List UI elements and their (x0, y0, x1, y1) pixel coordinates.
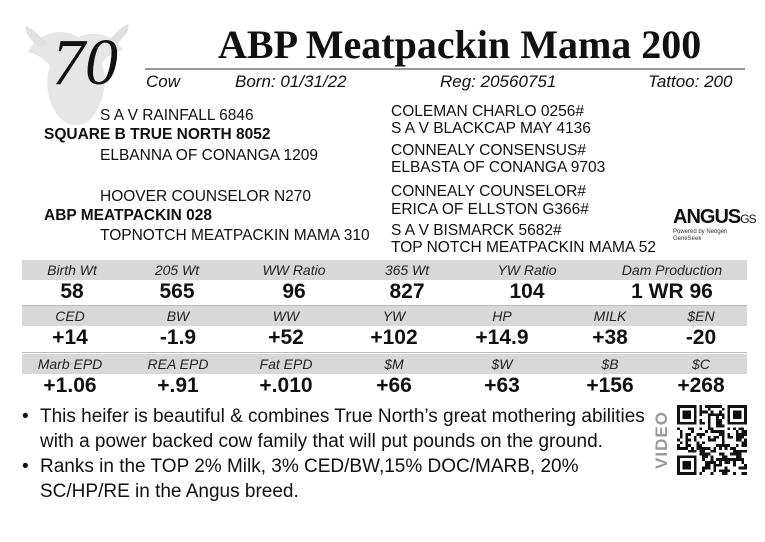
value-birth-wt: 58 (60, 280, 84, 303)
pedigree-sire-dam-sire: CONNEALY CONSENSUS# (391, 142, 586, 159)
value-marb-epd: +1.06 (43, 374, 97, 397)
value-hp: +14.9 (475, 326, 529, 349)
video-label-text: VIDEO (652, 411, 671, 469)
header-marb-epd: Marb EPD (37, 356, 103, 372)
header-milk: MILK (593, 308, 627, 324)
pedigree-dam-dam-dam: TOP NOTCH MEATPACKIN MAMA 52 (391, 239, 656, 256)
pedigree-sire-dam-dam: ELBASTA OF CONANGA 9703 (391, 159, 606, 176)
value-dam-production: 1 WR 96 (631, 280, 713, 303)
header-dam-production: Dam Production (621, 262, 723, 278)
lot-notes (22, 404, 652, 504)
header-ww: WW (272, 308, 300, 324)
header-birth-wt: Birth Wt (47, 262, 97, 278)
angus-gs-logo (673, 206, 756, 242)
pedigree-dam: ABP MEATPACKIN 028 (44, 207, 212, 224)
lot-number: 70 (52, 26, 118, 99)
note-item (22, 454, 652, 504)
video-qr-code-icon[interactable] (677, 405, 747, 475)
logo-tagline: Powered by Neogen GeneSeek (673, 229, 728, 242)
pedigree-sire-sire-sire: COLEMAN CHARLO 0256# (391, 103, 584, 120)
logo-suffix: GS (740, 212, 756, 226)
animal-reg: Reg: 20560751 (440, 72, 557, 91)
performance-table (22, 260, 747, 402)
header-ww-ratio: WW Ratio (262, 262, 326, 278)
pedigree-dam-dam: TOPNOTCH MEATPACKIN MAMA 310 (100, 227, 370, 244)
value-yw-ratio: 104 (509, 280, 545, 303)
pedigree-dam-sire-sire: CONNEALY COUNSELOR# (391, 183, 586, 200)
header-dollar-b: $B (601, 356, 619, 372)
value-dollar-b: +156 (586, 374, 634, 397)
animal-tattoo: Tattoo: 200 (648, 72, 733, 91)
title-rule (145, 68, 745, 70)
bullet-icon: • (22, 406, 29, 427)
logo-brand: ANGUS (673, 206, 741, 228)
note-item (22, 404, 652, 454)
animal-name: ABP Meatpackin Mama 200 (218, 22, 702, 67)
value-ced: +14 (52, 326, 88, 349)
value-ww: +52 (268, 326, 304, 349)
note-text: Ranks in the TOP 2% Milk, 3% CED/BW,15% DOC/MARB, 20% SC/HP/RE in the Angus breed. (40, 456, 579, 502)
value-dollar-w: +63 (484, 374, 520, 397)
header-ced: CED (55, 308, 85, 324)
header-yw-ratio: YW Ratio (497, 262, 557, 278)
pedigree-sire-dam: ELBANNA OF CONANGA 1209 (100, 147, 318, 164)
header-365-wt: 365 Wt (384, 262, 430, 278)
pedigree-dam-sire-dam: ERICA OF ELLSTON G366# (391, 201, 589, 218)
pedigree-dam-dam-sire: S A V BISMARCK 5682# (391, 222, 562, 239)
value-365-wt: 827 (389, 280, 425, 303)
header-rea-epd: REA EPD (147, 356, 209, 372)
pedigree-dam-sire: HOOVER COUNSELOR N270 (100, 188, 312, 205)
header-bw: BW (166, 308, 190, 324)
header-205-wt: 205 Wt (154, 262, 200, 278)
pedigree-sire-sire: S A V RAINFALL 6846 (100, 107, 254, 124)
header-yw: YW (382, 308, 406, 324)
value-205-wt: 565 (159, 280, 195, 303)
value-dollar-c: +268 (677, 374, 725, 397)
header-fat-epd: Fat EPD (259, 356, 313, 372)
value-milk: +38 (592, 326, 628, 349)
animal-born: Born: 01/31/22 (235, 72, 347, 91)
header-dollar-c: $C (692, 356, 710, 372)
value-dollar-m: +66 (376, 374, 412, 397)
bullet-icon: • (22, 456, 29, 477)
value-ww-ratio: 96 (282, 280, 306, 303)
note-text: This heifer is beautiful & combines True North’s great mothering abilities with a power backed cow family that will put pounds on the ground. (40, 406, 645, 452)
pedigree-sire: SQUARE B TRUE NORTH 8052 (44, 126, 271, 143)
header-dollar-w: $W (491, 356, 513, 372)
value-fat-epd: +.010 (259, 374, 313, 397)
animal-sex: Cow (146, 72, 181, 91)
value-en: -20 (685, 326, 717, 349)
value-yw: +102 (370, 326, 418, 349)
value-rea-epd: +.91 (157, 374, 199, 397)
value-bw: -1.9 (159, 326, 197, 349)
pedigree-sire-sire-dam: S A V BLACKCAP MAY 4136 (391, 120, 591, 137)
video-label[interactable] (648, 405, 672, 475)
header-hp: HP (492, 308, 512, 324)
header-en: $EN (687, 308, 715, 324)
header-dollar-m: $M (384, 356, 404, 372)
